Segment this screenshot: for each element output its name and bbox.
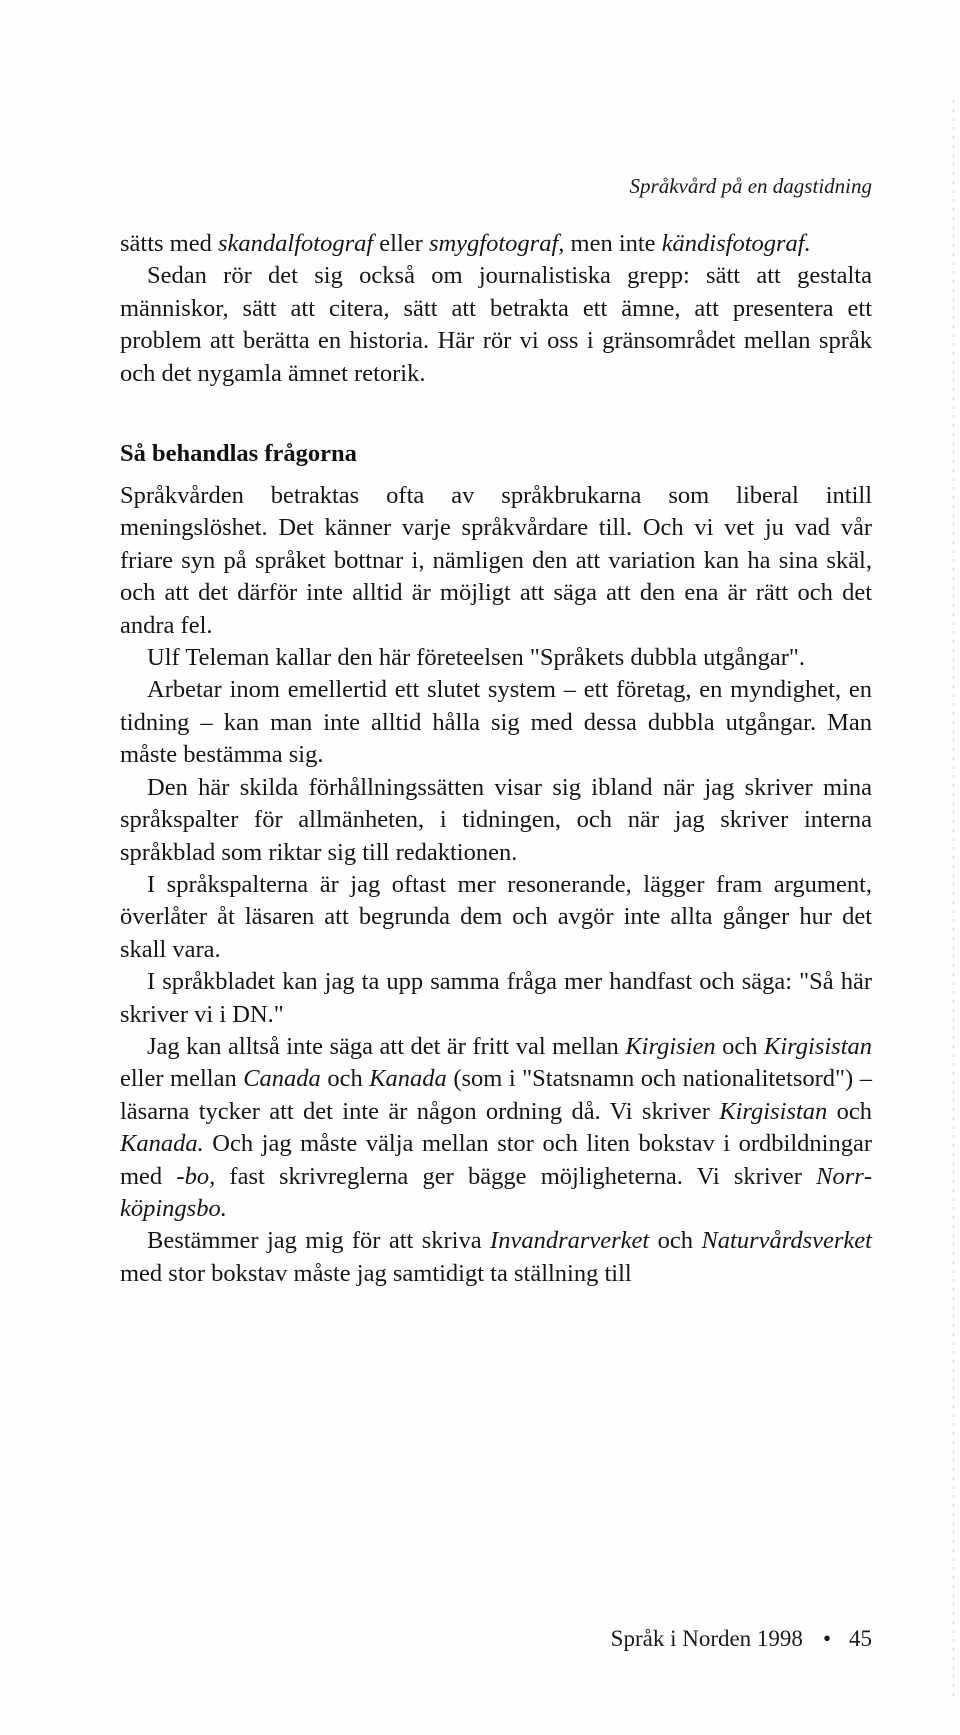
paragraph-2: Sedan rör det sig också om journalistiska grepp: sätt att gestalta människor, sätt att citera, sätt att betrakta ett ämne, att presentera ett problem att berätta en historia. Här rör vi oss i gränsområdet mellan språk och det nygamla ämnet retorik.: [120, 262, 872, 387]
italic-term: smygfotograf,: [428, 230, 565, 257]
text-run: fast skrivreglerna ger bägge möjligheterna. Vi skriver: [215, 1162, 817, 1190]
italic-term: Kirgisien: [625, 1032, 716, 1060]
publication-name: Språk i Norden 1998: [610, 1626, 803, 1651]
text-run: Jag kan alltså inte säga att det är fritt val mellan: [147, 1032, 626, 1060]
text-run: med stor bokstav måste jag samtidigt ta ställning till: [120, 1259, 632, 1287]
paragraph-7: I språkspalterna är jag oftast mer resonerande, lägger fram argument, överlåter åt läsaren att begrunda dem och avgör inte allta gånger hur det skall vara.: [120, 870, 872, 963]
italic-term: Kirgisistan: [763, 1032, 872, 1060]
paragraph-10: [120, 1225, 872, 1290]
page-number: 45: [849, 1626, 872, 1651]
page-footer: [120, 1626, 872, 1652]
text-run: och: [715, 1032, 764, 1060]
text-run: Bestämmer jag mig för att skriva: [147, 1227, 491, 1255]
section-heading: Så behandlas frågorna: [120, 440, 357, 468]
scan-edge-line: [953, 100, 954, 1700]
text-run: men inte: [564, 230, 662, 257]
italic-term: Norrköpingsbo.: [120, 1162, 872, 1222]
running-head: Språkvård på en dagstidning: [629, 174, 872, 198]
text-run: Och jag måste välja mellan stor och liten bokstav i ordbildningar med: [120, 1130, 872, 1190]
text-run: sätts med: [120, 230, 218, 257]
body-text: [120, 228, 872, 1290]
italic-term: Naturvårdsverket: [701, 1227, 872, 1255]
italic-term: -bo,: [176, 1162, 216, 1190]
italic-term: Invandrarverket: [490, 1227, 650, 1255]
paragraph-4: Ulf Teleman kallar den här företeelsen "Språkets dubbla utgångar".: [147, 644, 805, 672]
paragraph-9: [120, 1031, 872, 1225]
italic-term: Kanada: [369, 1065, 447, 1093]
text-run: eller mellan: [120, 1065, 244, 1093]
text-run: eller: [373, 230, 429, 257]
paragraph-6: Den här skilda förhållningssätten visar sig ibland när jag skriver mina språkspalter för allmänheten, i tidningen, och när jag skriver interna språkblad som riktar sig till redaktionen.: [120, 773, 872, 866]
text-run: och: [320, 1065, 370, 1093]
bullet-separator: •: [822, 1626, 831, 1651]
italic-term: kändisfotograf.: [661, 230, 811, 257]
text-run: och: [649, 1227, 702, 1255]
text-run: och: [827, 1097, 872, 1125]
italic-term: skandalfotograf: [218, 230, 374, 257]
paragraph-5: Arbetar inom emellertid ett slutet system – ett företag, en myndighet, en tidning – kan man inte alltid hålla sig med dessa dubbla utgångar. Man måste bestämma sig.: [120, 676, 872, 769]
paragraph-1: [120, 228, 872, 260]
paragraph-3: Språkvården betraktas ofta av språkbrukarna som liberal intill meningslöshet. Det känner varje språkvårdare till. Och vi vet ju vad vår friare syn på språket bottnar i, nämligen den att variation kan ha sina skäl, och att det därför inte alltid är möjligt att säga att den ena är rätt och det andra fel.: [120, 482, 872, 639]
paragraph-8: I språkbladet kan jag ta upp samma fråga mer handfast och säga: "Så här skriver vi i DN.": [120, 968, 872, 1028]
italic-term: Canada: [243, 1065, 321, 1093]
italic-term: Kanada.: [120, 1130, 204, 1158]
text-run: (som i "Statsnamn och nationalitetsord") – läsarna tycker att det inte är någon ordning då. Vi skriver: [120, 1065, 872, 1125]
italic-term: Kirgisistan: [719, 1097, 828, 1125]
